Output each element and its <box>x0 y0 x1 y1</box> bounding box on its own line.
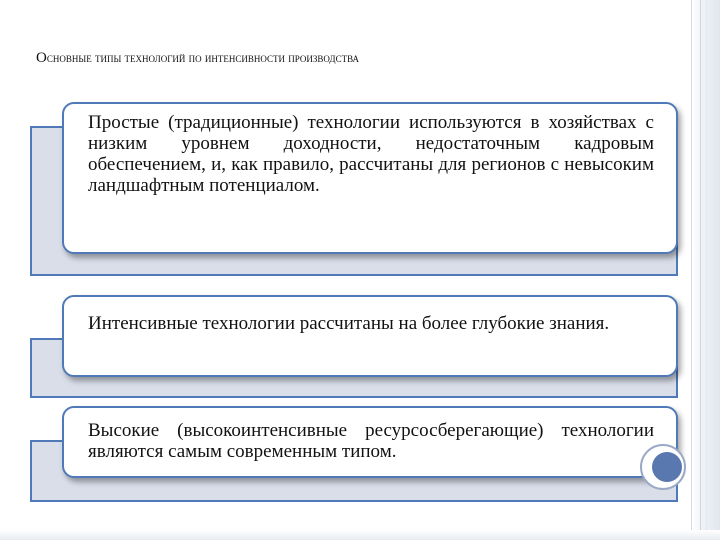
block-2-text: Интенсивные технологии рассчитаны на более глубокие знания. <box>88 313 610 334</box>
slide-title-rest: сновные типы технологий по интенсивности производства <box>46 50 359 65</box>
block-3-card <box>62 406 678 478</box>
block-1-text: Простые (традиционные) технологии используются в хозяйствах с низким уровнем доходности, недостаточным кадровым обеспечением, и, как правило, рассчитаны для регионов с невысоким ландшафтным потенциалом. <box>88 112 654 196</box>
slide-frame-right <box>691 0 720 540</box>
slide-frame-bottom <box>0 530 720 540</box>
block-2-card <box>62 295 678 377</box>
slide-title <box>36 50 696 67</box>
slide-title-initial: О <box>36 50 47 66</box>
block-1-card <box>62 102 678 254</box>
decorative-circle-inner <box>652 452 682 482</box>
block-3-text: Высокие (высокоинтенсивные ресурсосберегающие) технологии являются самым современным типом. <box>88 420 654 462</box>
